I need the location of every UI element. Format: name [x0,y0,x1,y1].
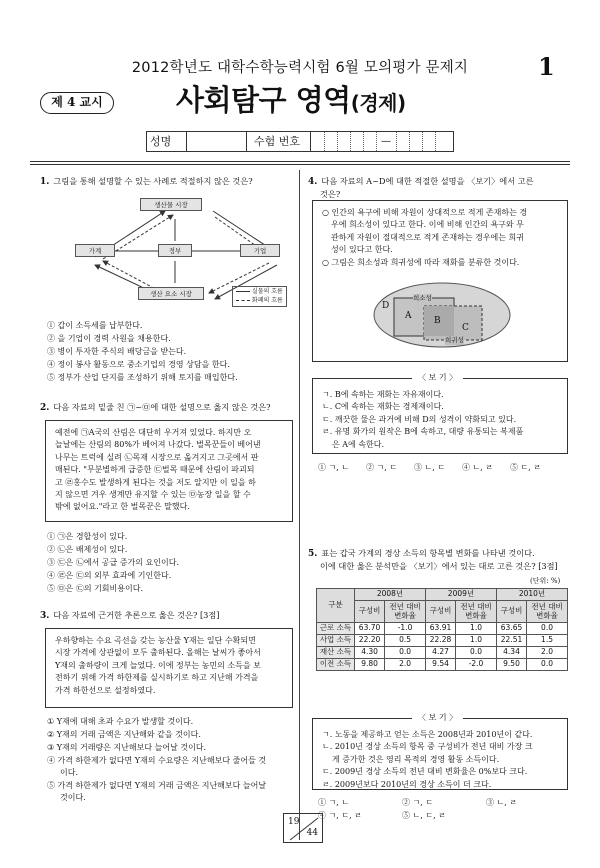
table-row: 재산 소득 4.30 0.0 4.27 0.0 4.34 2.0 [317,647,568,659]
q1-number: 1. [40,177,50,187]
venn-region-c: C [462,323,469,333]
node-factor-market: 생산 요소 시장 [138,287,204,300]
q3-stem [40,610,295,623]
q1-option[interactable]: ② 을 기업이 경력 사원을 채용한다. [47,334,171,343]
q3-option[interactable]: ④ 가격 하한제가 없다면 Y재의 수요량은 지난해보다 줄어들 것 [47,756,267,765]
q3-passage-line: Y재의 출하량이 크게 늘었다. 이에 정부는 농민의 소득을 보 [55,660,261,670]
q4-stem-text: 다음 자료의 A~D에 대한 적절한 설명을 〈보기〉에서 고른 [321,176,534,186]
q2-passage-line: 나무는 트럭에 실려 ㉡목재 시장으로 옮겨지고 그곳에서 판 [55,452,259,462]
q4-bogi-item: ㄷ. 깨끗한 물은 과거에 비해 D의 성격이 약화되고 있다. [322,414,517,424]
exam-no-field[interactable] [311,132,453,151]
q5-stem-text-2: 이에 대한 옳은 분석만을 〈보기〉에서 있는 대로 고른 것은? [3점] [320,561,558,572]
diagram-legend [232,286,287,307]
page-counter [283,813,323,843]
node-government: 정부 [158,244,192,257]
q4-passage-line: 성이 있다고 한다. [331,245,393,255]
q5-bogi-item: ㄱ. 노동을 제공하고 얻는 소득은 2008년과 2010년이 같다. [322,730,533,739]
q3-passage-line: 우하향하는 수요 곡선을 갖는 농산물 Y재는 일단 수확되면 [55,636,256,645]
q2-passage-line: 늘날에는 산림의 80%가 베어져 나갔다. 벌목꾼들이 베어낸 [55,440,261,450]
table-row: 근로 소득 63.70 -1.0 63.91 1.0 63.65 0.0 [317,623,568,635]
exam-title: 2012학년도 대학수학능력시험 6월 모의평가 문제지 [131,60,469,76]
venn-diagram [372,280,512,350]
q2-passage-line: 밖에 없어요."라고 한 벌목꾼은 말했다. [55,502,190,512]
q2-passage-line: 매된다. "무분별하게 급증한 ㉢벌목 때문에 산림이 파괴되 [55,465,255,475]
q2-option[interactable]: ① ㉠은 경합성이 있다. [47,532,128,541]
q1-option[interactable]: ① 갑이 소득세를 납부한다. [47,321,143,330]
q5-number: 5. [308,549,318,559]
q4-passage-line: 관하게 자원이 절대적으로 적게 존재하는 경우에는 희귀 [331,232,524,242]
q4-option[interactable]: ③ ㄴ, ㄷ [414,463,446,472]
header-rule [30,161,570,165]
name-examno-box [146,131,454,152]
exam-no-dash: — [381,136,391,147]
q4-option[interactable]: ① ㄱ, ㄴ [318,463,350,472]
venn-region-d: D [382,301,390,311]
q3-option[interactable]: ① Y재에 대해 초과 수요가 발생할 것이다. [47,717,194,726]
q3-number: 3. [40,611,50,621]
table-corner: 구분 [317,589,355,623]
q4-number: 4. [308,177,318,187]
q5-option[interactable]: ⑤ ㄴ, ㄷ, ㄹ [402,811,446,820]
table-subheader: 구성비 [496,601,526,623]
q5-bogi-title: 〈 보 기 〉 [412,712,463,724]
q4-bogi-item: ㄹ. 유명 화가의 원작은 B에 속하고, 대량 유통되는 복제품 [322,427,524,437]
q3-option[interactable]: ⑤ 가격 하한제가 없다면 Y재의 거래 금액은 지난해보다 늘어날 [47,781,267,790]
q2-stem [40,402,295,415]
q3-stem-text: 다음 자료에 근거한 추론으로 옳은 것은? [3점] [53,610,220,620]
q5-bogi-box [312,718,568,790]
q4-bogi-item: 은 A에 속한다. [332,439,385,449]
q1-stem-text: 그림을 통해 설명할 수 있는 사례로 적절하지 않은 것은? [53,176,253,186]
q4-bogi-box [312,378,568,454]
q5-stem [308,548,570,573]
table-subheader: 전년 대비 변화율 [456,601,497,623]
q4-stem-text-2: 것은? [320,189,341,200]
page-total: 44 [306,827,318,838]
page-number: 1 [538,52,555,81]
q2-passage-box [45,420,293,522]
q3-passage-line: 전하기 위해 가격 하한제를 실시하기로 하고 지난해 가격을 [55,673,259,683]
q5-option[interactable]: ③ ㄴ, ㄹ [486,798,518,807]
q5-bogi-item: ㄹ. 2009년보다 2010년의 경상 소득이 더 크다. [322,779,492,789]
q3-option[interactable]: ③ Y재의 거래량은 지난해보다 늘어날 것이다. [47,743,207,752]
q3-passage-line: 시장 가격에 상관없이 모두 출하된다. 올해는 날씨가 좋아서 [55,648,261,658]
q5-bogi-item: ㄴ. 2010년 경상 소득의 항목 중 구성비가 전년 대비 가장 크 [322,742,533,752]
table-row: 사업 소득 22.20 0.5 22.28 1.0 22.51 1.5 [317,635,568,647]
table-year-header: 2008년 [355,589,426,601]
table-year-header: 2009년 [425,589,496,601]
q4-passage-line: ○ 그림은 희소성과 희귀성에 따라 재화를 분류한 것이다. [322,257,520,267]
q5-unit: (단위: %) [530,577,561,585]
name-label: 성명 [147,132,187,151]
venn-rarity-label: 희귀성 [445,336,464,344]
node-firm: 기업 [240,244,280,257]
q4-passage-line: ○ 인간의 욕구에 비해 자원이 상대적으로 적게 존재하는 경 [322,208,528,217]
q4-option[interactable]: ② ㄱ, ㄷ [366,463,398,472]
q1-option[interactable]: ③ 병이 투자한 주식의 배당금을 받는다. [47,347,187,356]
q3-passage-box [45,628,293,708]
q5-option[interactable]: ① ㄱ, ㄴ [318,798,350,807]
table-subheader: 구성비 [425,601,455,623]
q5-bogi-item: ㄷ. 2009년 경상 소득의 전년 대비 변화율은 0%보다 크다. [322,767,528,777]
period-badge: 제 4 교시 [40,92,114,114]
name-field[interactable] [187,132,247,151]
venn-region-b: B [434,316,441,326]
subject-main: 사회탐구 영역 [176,83,351,117]
q4-stem [308,176,570,201]
table-subheader: 전년 대비 변화율 [385,601,426,623]
q4-bogi-item: ㄱ. B에 속하는 재화는 자유재이다. [322,390,444,399]
q1-option[interactable]: ④ 정이 봉사 활동으로 중소기업의 경영 상담을 한다. [47,360,230,369]
table-subheader: 구성비 [355,601,385,623]
subject-sub: (경제) [350,91,406,115]
q3-option[interactable]: ② Y재의 거래 금액은 지난해와 같을 것이다. [47,730,201,739]
page-current: 19 [288,817,300,827]
q5-stem-text: 표는 갑국 가계의 경상 소득의 항목별 변화를 나타낸 것이다. [321,548,535,558]
q4-bogi-title: 〈 보 기 〉 [412,372,463,384]
q1-stem [40,176,295,189]
q5-option[interactable]: ④ ㄱ, ㄷ, ㄹ [318,811,362,820]
q2-passage-line: 예전에 ㉠A국의 산림은 대단히 우거져 있었다. 하지만 오 [55,428,252,437]
q2-option[interactable]: ④ ㉣은 ㉢의 외부 효과에 기인한다. [47,571,172,580]
q4-bogi-item: ㄴ. C에 속하는 재화는 경제재이다. [322,402,444,412]
table-year-header: 2010년 [496,589,567,601]
q5-option[interactable]: ② ㄱ, ㄷ [402,798,434,807]
exam-no-label: 수험 번호 [251,132,311,151]
q1-option[interactable]: ⑤ 정부가 산업 단지를 조성하기 위해 토지를 매입한다. [47,373,238,382]
venn-region-a: A [405,311,412,321]
q2-option[interactable]: ③ ㉢은 ㉡에서 공급 증가의 요인이다. [47,558,179,567]
q4-option[interactable]: ⑤ ㄷ, ㄹ [510,463,542,472]
legend-money-flow: 화폐의 흐름 [251,296,283,304]
q5-bogi-item: 게 증가한 것은 영리 목적의 경영 활동 소득이다. [332,754,500,764]
node-product-market: 생산물 시장 [140,198,202,211]
q2-option[interactable]: ② ㉡은 배제성이 있다. [47,545,128,554]
venn-scarcity-label: 희소성 [413,294,432,302]
node-household: 가계 [75,244,115,257]
q4-passage-line: 우에 희소성이 있다고 한다. 이에 비해 인간의 욕구와 무 [331,220,524,230]
q2-stem-text: 다음 자료의 밑줄 친 ㉠~㉤에 대한 설명으로 옳지 않은 것은? [53,402,271,412]
q2-passage-line: 지 않으면 겨우 생계만 유지할 수 있는 ㉤농장 일을 할 수 [55,489,251,499]
q5-income-table [316,588,568,671]
table-subheader: 전년 대비 변화율 [527,601,568,623]
q3-passage-line: 가격 하한선으로 설정하였다. [55,685,156,695]
q2-option[interactable]: ⑤ ㉤은 ㉢의 기회비용이다. [47,584,143,593]
q2-number: 2. [40,403,50,413]
q4-option[interactable]: ④ ㄴ, ㄹ [462,463,494,472]
q2-passage-line: 고 ㉣홍수도 발생하게 된다는 것을 저도 알지만 이 일을 하 [55,477,256,487]
legend-real-flow: 실물의 흐름 [251,288,283,295]
q3-option-cont: 것이다. [60,793,86,802]
table-row: 이전 소득 9.80 2.0 9.54 -2.0 9.50 0.0 [317,659,568,671]
subject-title [176,79,406,121]
q3-option-cont: 이다. [60,768,78,777]
